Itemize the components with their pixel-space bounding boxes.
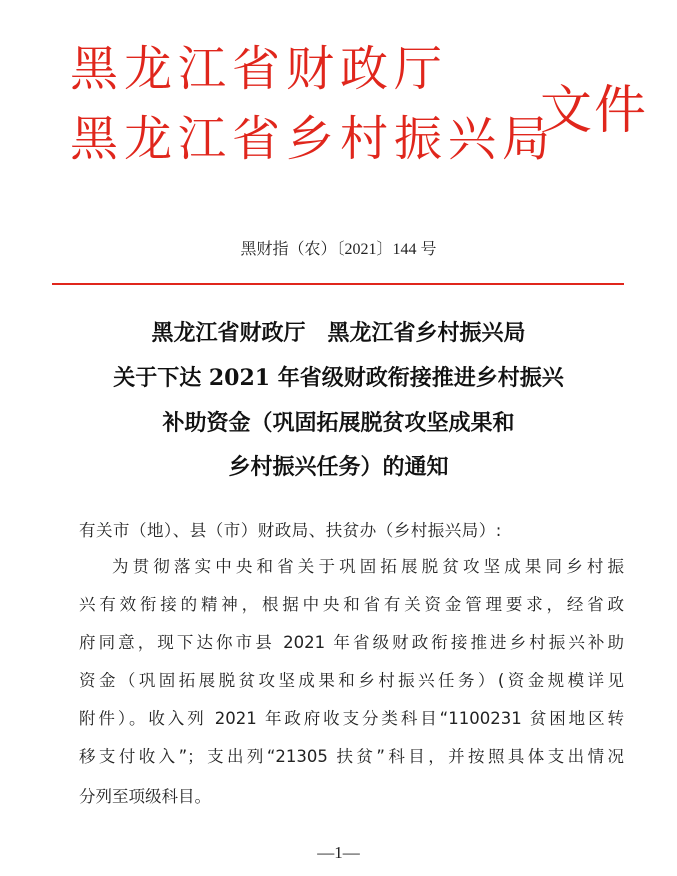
page-number: —1— <box>317 843 360 862</box>
body-text-line: 为贯彻落实中央和省关于巩固拓展脱贫攻坚成果同乡村振 <box>112 557 624 576</box>
title-line: 关于下达 2021 年省级财政衔接推进乡村振兴 <box>113 365 564 391</box>
body-text-line: 资金（巩固拓展脱贫攻坚成果和乡村振兴任务）(资金规模详见 <box>79 671 624 690</box>
body-text-line: 府同意，现下达你市县 2021 年省级财政衔接推进乡村振兴补助 <box>79 633 624 652</box>
body-text-line: 兴有效衔接的精神，根据中央和省有关资金管理要求，经省政 <box>79 595 624 614</box>
body-text-line: 附件）。收入列 2021 年政府收支分类科目“1100231 贫困地区转 <box>79 709 624 728</box>
title-line: 补助资金（巩固拓展脱贫攻坚成果和 <box>162 410 515 436</box>
salutation: 有关市（地）、县（市）财政局、扶贫办（乡村振兴局）: <box>79 521 502 540</box>
issuer-name-rural-revitalization-bureau: 黑龙江省乡村振兴局 <box>70 111 557 167</box>
header-divider <box>52 283 624 285</box>
body-text-line: 移支付收入”；支出列“21305 扶贫”科目，并按照具体支出情况 <box>79 747 624 766</box>
title-line: 黑龙江省财政厅 黑龙江省乡村振兴局 <box>151 320 526 346</box>
document-number: 黑财指（农）〔2021〕144 号 <box>240 241 437 258</box>
body-text-line: 分列至项级科目。 <box>79 787 211 806</box>
issuer-name-finance-department: 黑龙江省财政厅 <box>70 41 449 97</box>
title-line: 乡村振兴任务）的通知 <box>228 454 449 480</box>
document-type-label: 文件 <box>540 81 649 141</box>
